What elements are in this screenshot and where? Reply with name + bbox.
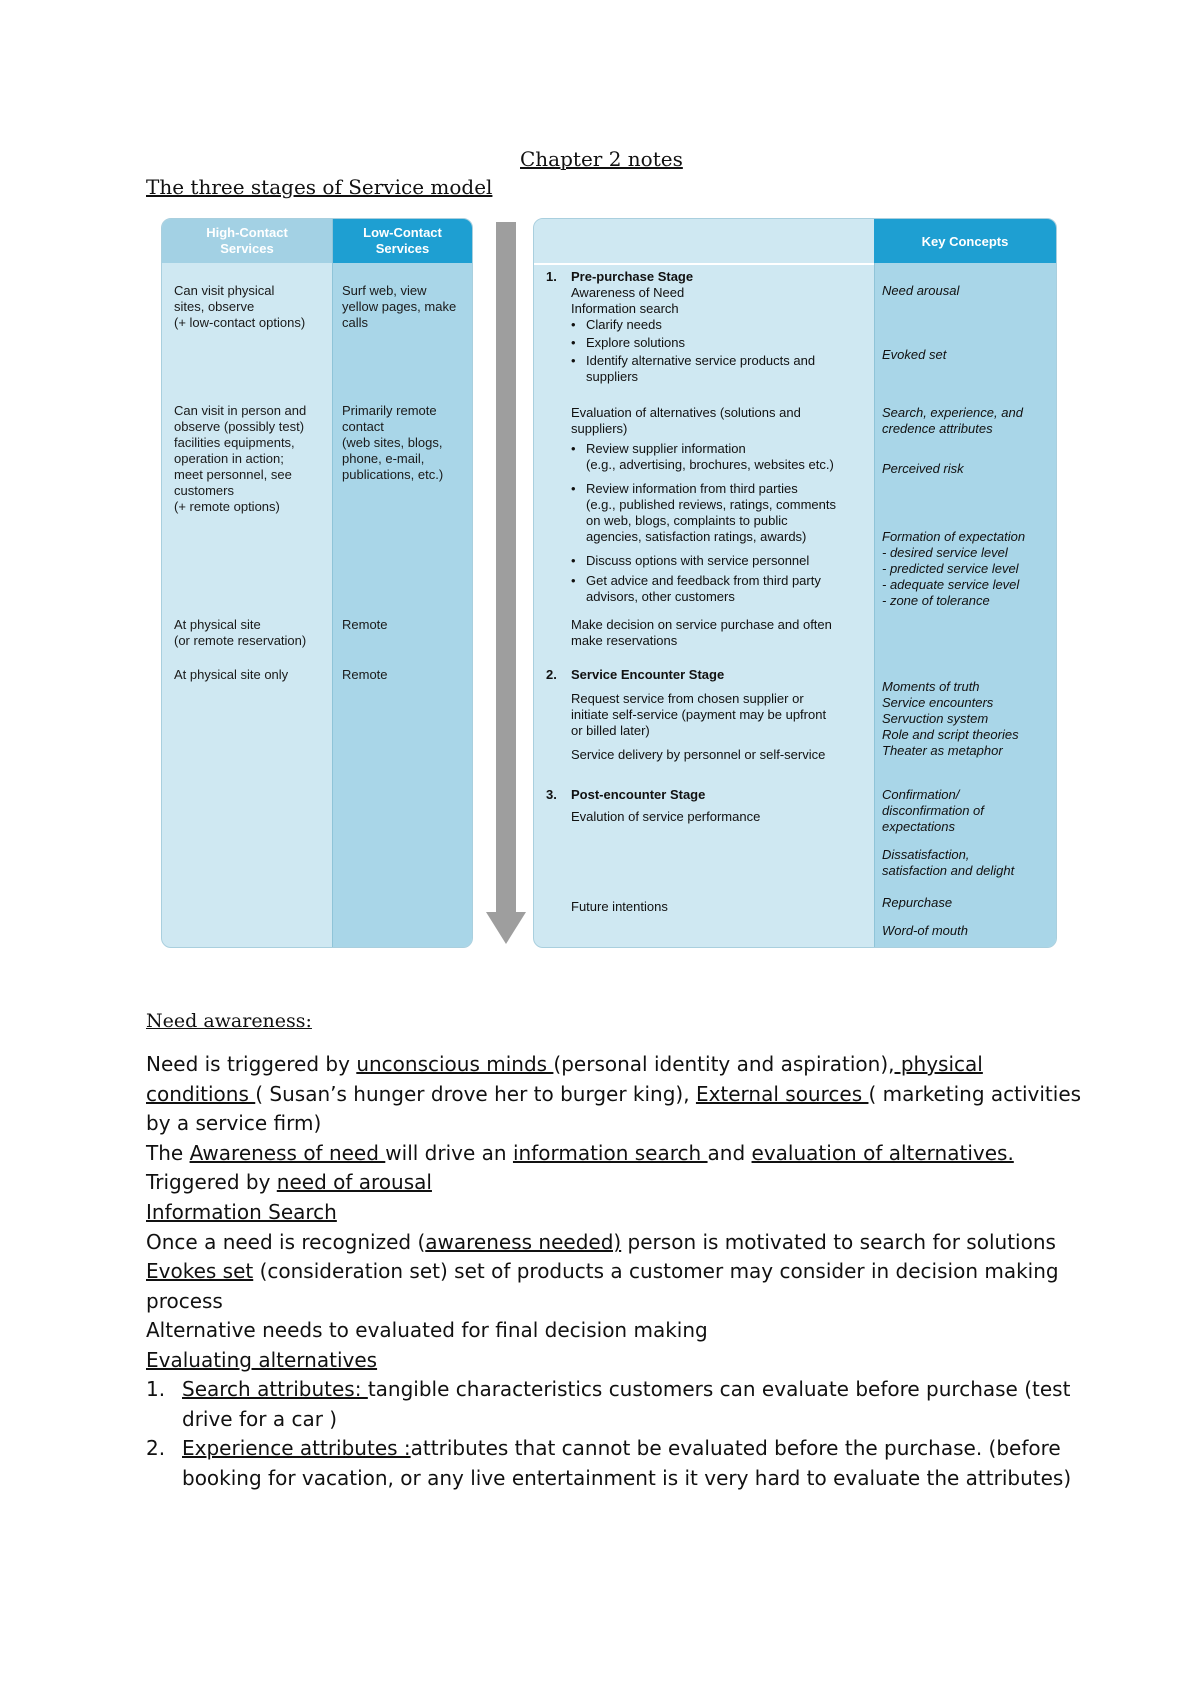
- key-concept-moments-of-truth: Moments of truth Service encounters Servuction system Role and script theories Theater as metaphor: [882, 679, 1019, 758]
- key-concept-repurchase: Repurchase: [882, 895, 953, 910]
- stage-1-bullet-2: • Explore solutions: [586, 335, 685, 351]
- notes-underlined: conditions: [146, 1082, 256, 1106]
- list-item-2-line-2: booking for vacation, or any live entertainment is it very hard to evaluate the attributes): [182, 1466, 1072, 1490]
- notes-text: (personal identity and aspiration),: [553, 1052, 895, 1076]
- notes-line-1: [146, 1052, 983, 1076]
- key-concept-word-of-mouth: Word-of mouth: [882, 923, 968, 938]
- notes-line-4: [146, 1141, 1014, 1165]
- notes-text: Triggered by: [146, 1170, 277, 1194]
- low-contact-cell-3: Remote: [342, 617, 388, 632]
- low-contact-header-text: Low-Contact Services: [363, 225, 442, 256]
- stage-3-number: 3.: [546, 787, 557, 802]
- notes-line-9: process: [146, 1289, 223, 1313]
- page-title: Chapter 2 notes: [520, 147, 683, 171]
- stages-panel: [533, 218, 1057, 948]
- evaluation-bullet-2: • Review information from third parties (e.g., published reviews, ratings, comments on web, blogs, complaints to public agencies, satisfaction ratings, awards): [586, 481, 836, 545]
- notes-line-2: [146, 1082, 1081, 1106]
- high-contact-cell-4: At physical site only: [174, 667, 289, 682]
- notes-text: ( Susan’s hunger drove her to burger king),: [255, 1082, 696, 1106]
- list-number-2: 2.: [146, 1436, 166, 1460]
- notes-underlined: Evokes set: [146, 1259, 254, 1283]
- stage-3-title: Post-encounter Stage: [571, 787, 706, 802]
- key-concepts-header: Key Concepts: [874, 219, 1056, 263]
- notes-underlined: information search: [512, 1141, 708, 1165]
- stage-1-number: 1.: [546, 269, 557, 284]
- key-concept-need-arousal: Need arousal: [882, 283, 960, 298]
- service-model-figure: [161, 218, 1055, 946]
- low-contact-cell-4: Remote: [342, 667, 388, 682]
- notes-underlined: External sources: [695, 1082, 869, 1106]
- decision-text: Make decision on service purchase and often make reservations: [571, 617, 832, 648]
- list-item-1-line-1: [182, 1377, 1070, 1401]
- high-contact-cell-3: At physical site (or remote reservation): [174, 617, 307, 648]
- list-number-1: 1.: [146, 1377, 166, 1401]
- list-item-2-line-1: [182, 1436, 1061, 1460]
- notes-text: tangible characteristics customers can evaluate before purchase (test: [367, 1377, 1071, 1401]
- key-concept-evoked-set: Evoked set: [882, 347, 947, 362]
- notes-underlined: evaluation of alternatives.: [751, 1141, 1014, 1165]
- notes-underlined: Search attributes:: [182, 1377, 368, 1401]
- key-concept-expectation: Formation of expectation - desired service level - predicted service level - adequate service level - zone of tolerance: [882, 529, 1026, 608]
- stage-1-title: Pre-purchase Stage: [571, 269, 694, 284]
- notes-underlined: physical: [894, 1052, 983, 1076]
- information-search-heading: Information Search: [146, 1200, 337, 1224]
- stage-1-bullet-1: • Clarify needs: [586, 317, 662, 333]
- evaluation-bullet-3: • Discuss options with service personnel: [586, 553, 809, 569]
- key-concept-satisfaction: Dissatisfaction, satisfaction and delight: [882, 847, 1015, 878]
- stage-2-title: Service Encounter Stage: [571, 667, 725, 682]
- section-title: The three stages of Service model: [146, 175, 493, 199]
- evaluation-bullet-4: • Get advice and feedback from third party advisors, other customers: [586, 573, 821, 605]
- notes-text: attributes that cannot be evaluated before the purchase. (before: [410, 1436, 1061, 1460]
- notes-line-8: [146, 1259, 1059, 1283]
- notes-text: will drive an: [385, 1141, 513, 1165]
- stage-3-text-1: Evalution of service performance: [571, 809, 761, 824]
- list-item-1-line-2: drive for a car ): [182, 1407, 338, 1431]
- stage-1-bullet-3: • Identify alternative service products and suppliers: [586, 353, 815, 385]
- notes-text: Once a need is recognized (: [146, 1230, 426, 1254]
- notes-text: person is motivated to search for solutions: [621, 1230, 1056, 1254]
- notes-underlined: Awareness of need: [189, 1141, 386, 1165]
- notes-underlined: unconscious minds: [356, 1052, 554, 1076]
- low-contact-cell-1: Surf web, view yellow pages, make calls: [342, 283, 457, 330]
- stage-2-number: 2.: [546, 667, 557, 682]
- notes-text: and: [707, 1141, 752, 1165]
- contact-services-panel: [161, 218, 473, 948]
- key-concept-perceived-risk: Perceived risk: [882, 461, 964, 476]
- notes-underlined: need of arousal: [276, 1170, 432, 1194]
- notes-underlined: awareness needed): [425, 1230, 622, 1254]
- evaluation-heading: Evaluation of alternatives (solutions and suppliers): [571, 405, 801, 436]
- low-contact-header: [333, 219, 472, 263]
- high-contact-header-text: High-Contact Services: [206, 225, 288, 256]
- stages-header-band: [534, 219, 874, 265]
- notes-text: Need is triggered by: [146, 1052, 357, 1076]
- notes-text: The: [146, 1141, 190, 1165]
- key-concept-confirmation: Confirmation/ disconfirmation of expectations: [882, 787, 984, 834]
- low-contact-cell-2: Primarily remote contact (web sites, blogs, phone, e-mail, publications, etc.): [342, 403, 444, 482]
- stage-3-text-2: Future intentions: [571, 899, 668, 914]
- evaluating-alternatives-heading: Evaluating alternatives: [146, 1348, 378, 1372]
- notes-text: (consideration set) set of products a customer may consider in decision making: [253, 1259, 1059, 1283]
- down-arrow-icon: [486, 222, 526, 946]
- high-contact-cell-2: Can visit in person and observe (possibly test) facilities equipments, operation in action; meet personnel, see customers (+ remote options): [174, 403, 307, 514]
- notes-line-7: [146, 1230, 1056, 1254]
- notes-line-10: Alternative needs to evaluated for final decision making: [146, 1318, 708, 1342]
- evaluation-bullet-1: • Review supplier information (e.g., advertising, brochures, websites etc.): [586, 441, 834, 473]
- stage-2-text-1: Request service from chosen supplier or initiate self-service (payment may be upfront or billed later): [571, 691, 827, 738]
- notes-text: ( marketing activities: [868, 1082, 1082, 1106]
- notes-underlined: Experience attributes :: [182, 1436, 411, 1460]
- stage-1-subtitle: Awareness of Need Information search: [571, 285, 685, 316]
- key-concept-attributes: Search, experience, and credence attributes: [882, 405, 1023, 436]
- need-awareness-heading: Need awareness:: [146, 1010, 312, 1032]
- high-contact-header: [162, 219, 332, 263]
- stage-2-text-2: Service delivery by personnel or self-service: [571, 747, 826, 762]
- high-contact-cell-1: Can visit physical sites, observe (+ low-contact options): [174, 283, 306, 330]
- notes-line-5: [146, 1170, 432, 1194]
- notes-line-3: by a service firm): [146, 1111, 322, 1135]
